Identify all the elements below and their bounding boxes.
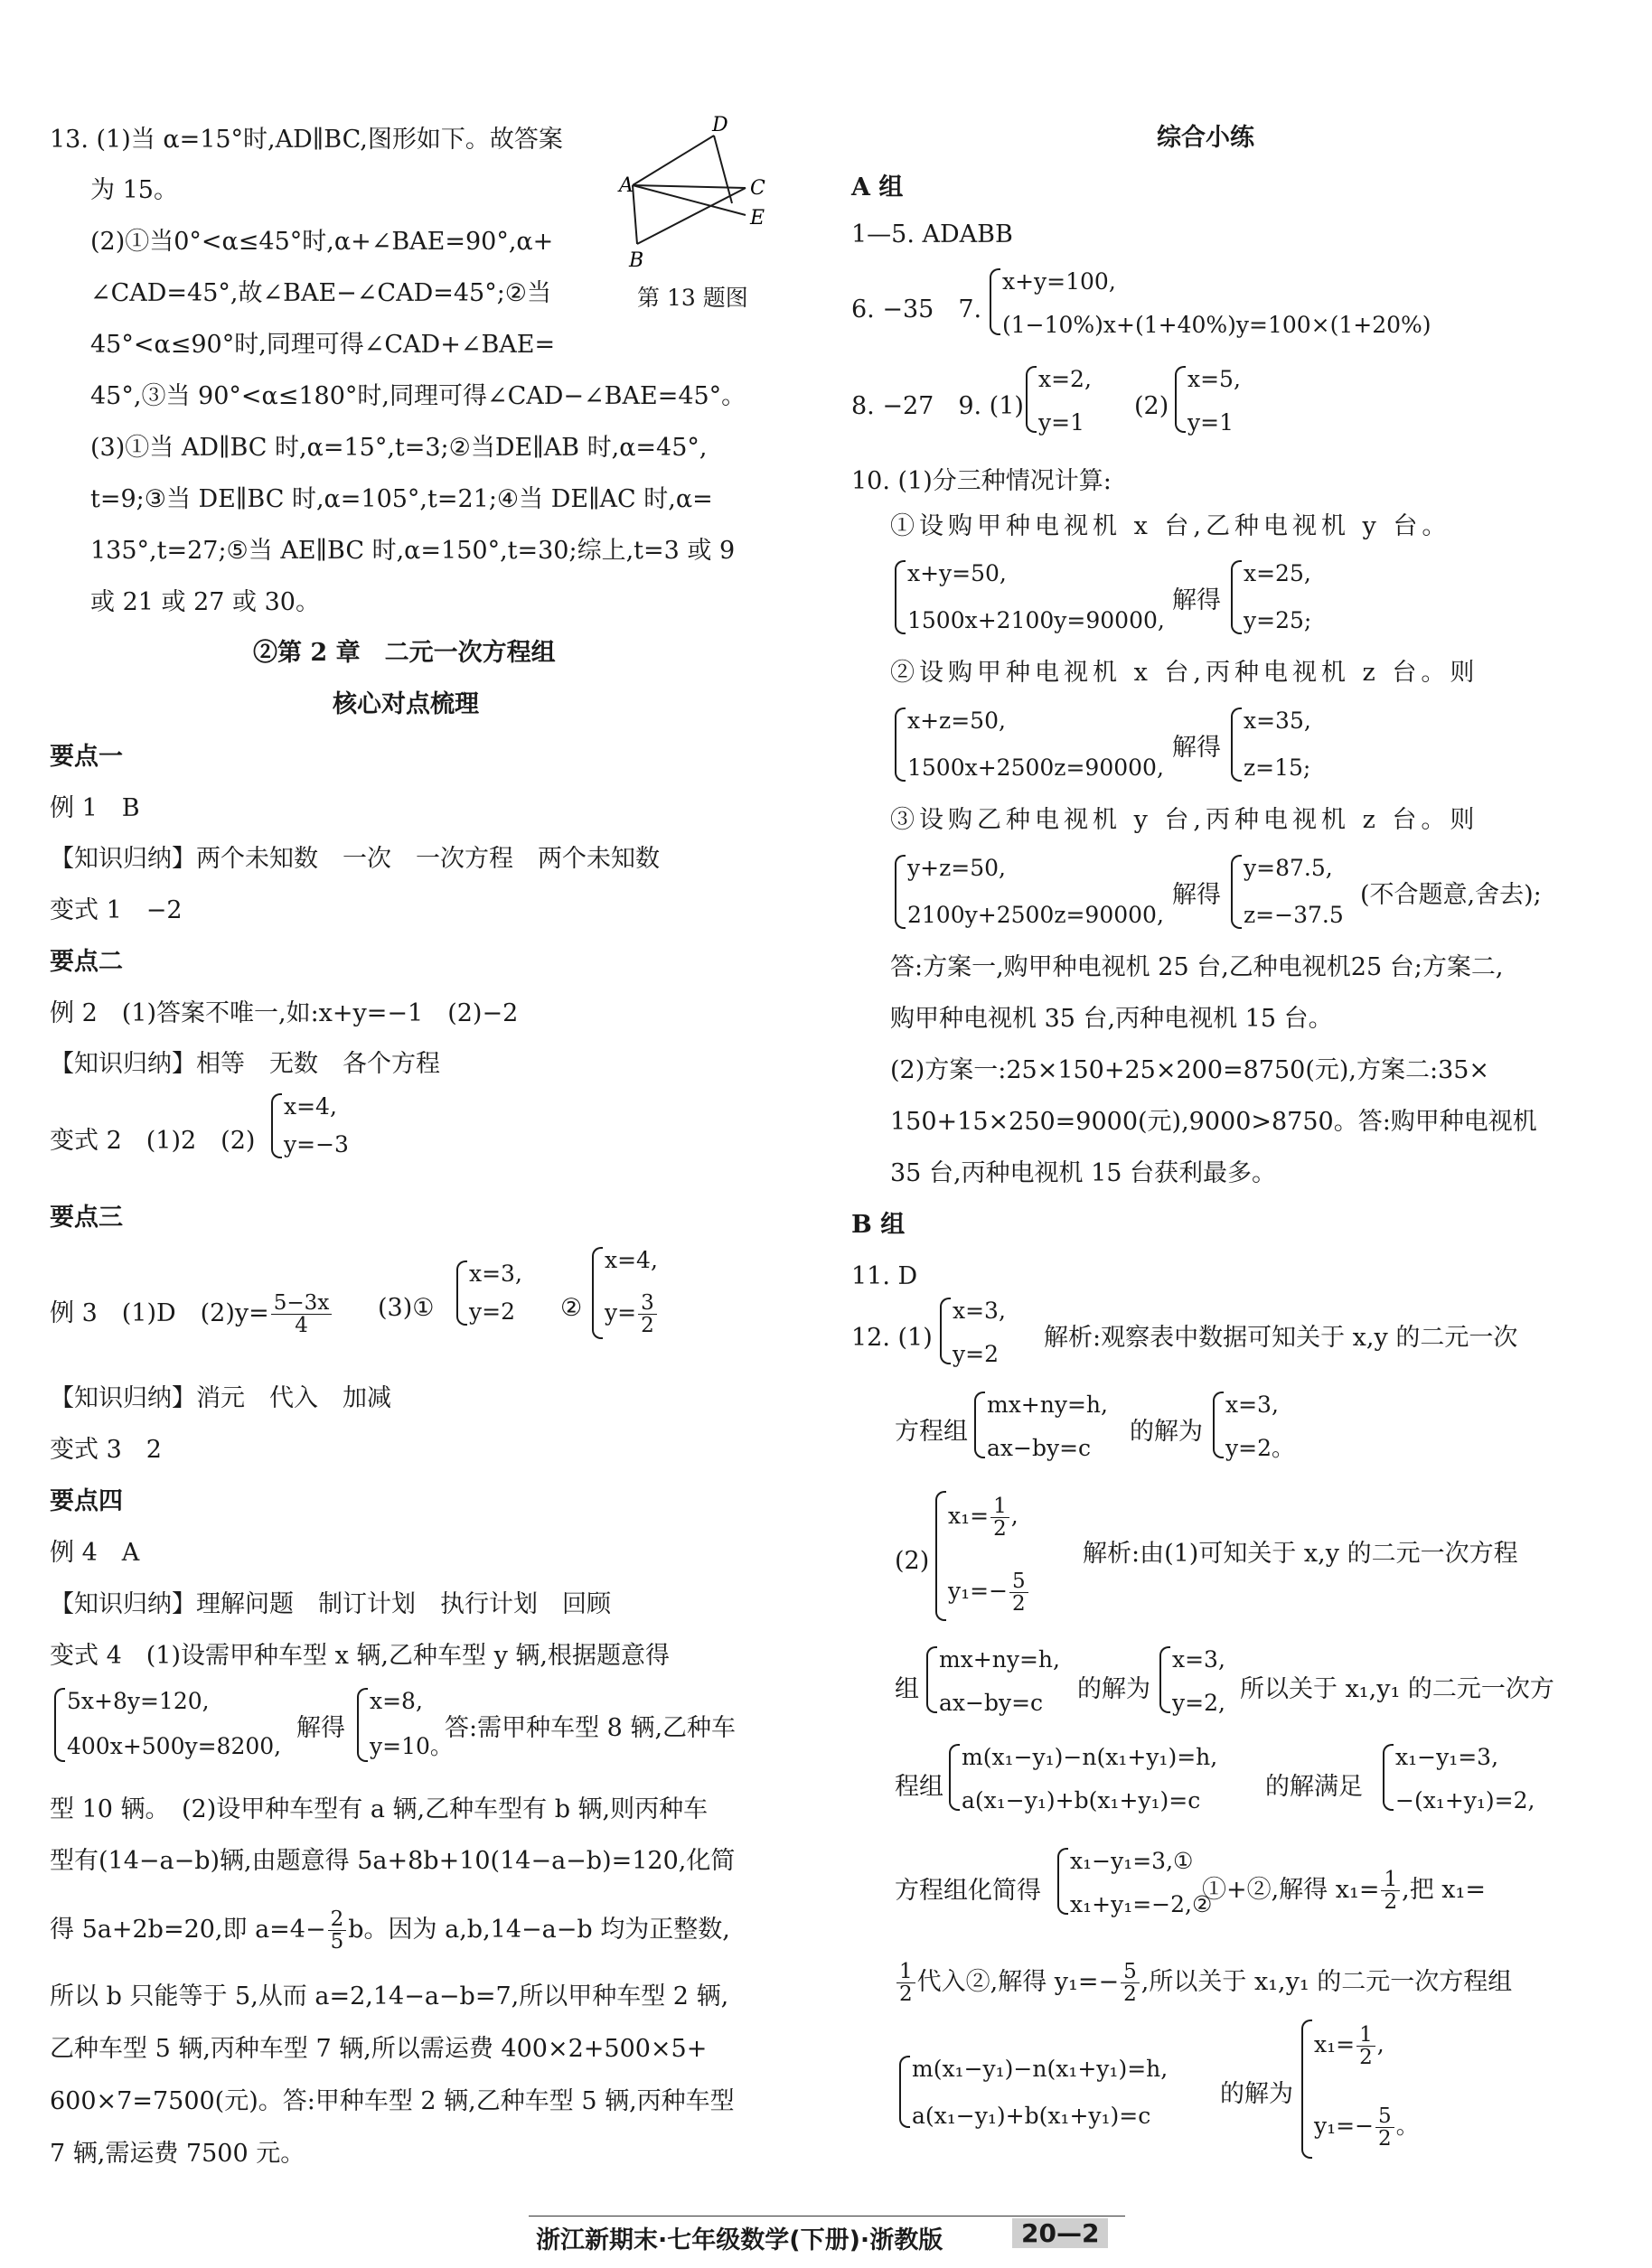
q12-line-2-lead: 方程组 — [895, 1418, 968, 1446]
variant-4-denominator: 5 — [330, 1930, 344, 1954]
q12-p2-sol-1 — [948, 1495, 1018, 1540]
q6-7-prefix: 6. −35 7. — [851, 295, 982, 323]
q12-l9-sol-1-tail: , — [1376, 2031, 1384, 2057]
q12-part-2-analysis: 解析:由(1)可知关于 x,y 的二元一次方程 — [1083, 1540, 1518, 1568]
q10-part-2-line-2: 150+15×250=9000(元),9000>8750。答:购甲种电视机 — [890, 1108, 1537, 1136]
variant-4-line-3: 型 10 辆。 (2)设甲种车型有 a 辆,乙种车型有 b 辆,则丙种车 — [50, 1795, 709, 1823]
q13-line-9: 135°,t=27;⑤当 AE∥BC 时,α=150°,t=30;综上,t=3 或 9 — [90, 537, 736, 565]
example-3-b-denominator: 2 — [641, 1314, 654, 1337]
q9-b-eq-2: y=1 — [1187, 409, 1234, 436]
q10-c2-eq-2: 1500x+2500z=90000, — [907, 754, 1164, 781]
q10-answer-2: 购甲种电视机 35 台,丙种电视机 15 台。 — [890, 1005, 1333, 1033]
footer-title: 浙江新期末·七年级数学(下册)·浙教版 — [536, 2226, 943, 2254]
q10-c3-note: (不合题意,舍去); — [1360, 881, 1542, 909]
q12-l2-eq-1: mx+ny=h, — [987, 1392, 1108, 1418]
variant-2-eq-1: x=4, — [284, 1093, 337, 1120]
variant-2-prefix: 变式 2 (1)2 (2) — [50, 1127, 256, 1155]
q12-line-6-lead: 程组 — [895, 1773, 943, 1801]
example-3-b-eq-2-lead: y= — [605, 1299, 637, 1326]
q12-l9-sol-1-lead: x₁= — [1314, 2031, 1356, 2057]
example-1: 例 1 B — [50, 794, 140, 822]
q12-p2-sol-1-den: 2 — [993, 1517, 1007, 1541]
variant-4-line-9: 7 辆,需运费 7500 元。 — [50, 2140, 305, 2168]
variant-2-eq-2: y=−3 — [284, 1131, 349, 1157]
q12-l7-num: 1 — [1381, 1869, 1400, 1891]
q12-l9-sol-1 — [1314, 2024, 1384, 2068]
example-3-b-fraction — [638, 1292, 657, 1336]
variant-4-line-5 — [50, 1908, 730, 1953]
q12-line-7-lead: 方程组化简得 — [895, 1877, 1041, 1905]
q12-p2-sol-1-num: 1 — [990, 1495, 1009, 1518]
q11: 11. D — [851, 1262, 918, 1290]
variant-3: 变式 3 2 — [50, 1436, 162, 1464]
q12-l8-num-2: 5 — [1121, 1961, 1140, 1983]
example-2: 例 2 (1)答案不唯一,如:x+y=−1 (2)−2 — [50, 999, 519, 1027]
fig-label-c: C — [750, 177, 765, 200]
example-3-b-eq-1: x=4, — [605, 1247, 658, 1273]
fig-label-b: B — [629, 249, 644, 272]
example-3-prefix — [50, 1292, 333, 1336]
q13-line-6: 45°,③当 90°<α≤180°时,同理可得∠CAD−∠BAE=45°。 — [90, 382, 746, 410]
variant-4-line-8: 600×7=7500(元)。答:甲种车型 2 辆,乙种车型 5 辆,丙种车型 — [50, 2087, 735, 2115]
q10-c1-eq-1: x+y=50, — [907, 560, 1007, 586]
q13-line-2: 为 15。 — [90, 176, 178, 204]
figure-caption: 第 13 题图 — [637, 285, 748, 311]
variant-4-line-6: 所以 b 只能等于 5,从而 a=2,14−a−b=7,所以甲种车型 2 辆, — [50, 1982, 729, 2010]
q12-a-eq-1: x=3, — [953, 1298, 1006, 1324]
q12-p2-sol-2-fraction — [1009, 1570, 1028, 1615]
q12-l9-sol-2-tail: 。 — [1395, 2113, 1419, 2139]
q7-eq-2: (1−10%)x+(1+40%)y=100×(1+20%) — [1002, 312, 1431, 338]
example-3-denominator: 4 — [295, 1314, 308, 1337]
q12-l9-sol-2-num: 5 — [1375, 2105, 1394, 2128]
review-title: 综合小练 — [1157, 124, 1254, 152]
q12-l9-sol-2 — [1314, 2105, 1419, 2150]
q12-l2-sol-2: y=2。 — [1225, 1435, 1294, 1461]
example-4: 例 4 A — [50, 1539, 140, 1567]
knowledge-4: 【知识归纳】理解问题 制订计划 执行计划 回顾 — [50, 1590, 611, 1618]
q10-c1-sol-2: y=25; — [1244, 607, 1312, 633]
q12-l8-num-1: 1 — [896, 1961, 915, 1983]
q12-l7-den: 2 — [1384, 1890, 1398, 1914]
knowledge-1: 【知识归纳】两个未知数 一次 一次方程 两个未知数 — [50, 845, 660, 873]
q10-c1-solve-label: 解得 — [1172, 586, 1221, 614]
q13-line-7: (3)①当 AD∥BC 时,α=15°,t=3;②当DE∥AB 时,α=45°, — [90, 434, 708, 462]
q12-l9-sol-2-lead: y₁=− — [1314, 2113, 1375, 2139]
example-3-fraction — [271, 1292, 333, 1336]
q9-a-eq-2: y=1 — [1038, 409, 1084, 436]
q12-l7-fraction — [1381, 1869, 1400, 1913]
q12-line-5-lead: 组 — [895, 1675, 919, 1703]
q7-eq-1: x+y=100, — [1002, 268, 1116, 295]
fig-label-e: E — [750, 207, 765, 230]
q12-line-2-mid: 的解为 — [1130, 1418, 1203, 1446]
example-3-lead: 例 3 (1)D (2)y= — [50, 1299, 269, 1327]
point-3-heading: 要点三 — [50, 1204, 123, 1232]
fig-label-a: A — [619, 174, 634, 197]
chapter-title: ②第 2 章 二元一次方程组 — [253, 639, 556, 667]
q12-prefix: 12. (1) — [851, 1324, 933, 1352]
q12-p2-sol-1-fraction — [990, 1495, 1009, 1540]
q12-l6-eq-1: m(x₁−y₁)−n(x₁+y₁)=h, — [962, 1744, 1218, 1770]
q12-l8-mid: 代入②,解得 y₁=− — [916, 1968, 1120, 1996]
q13-figure — [619, 114, 786, 307]
q10-case-2: ②设购甲种电视机 x 台,丙种电视机 z 台。则 — [890, 659, 1479, 687]
example-3-mid-2: ② — [560, 1294, 583, 1322]
q10-part-2-line-3: 35 台,丙种电视机 15 台获利最多。 — [890, 1159, 1277, 1187]
section-title: 核心对点梳理 — [333, 690, 479, 718]
q12-part-2-lead: (2) — [895, 1547, 930, 1575]
q12-p2-sol-2 — [948, 1570, 1030, 1615]
footer-page-number: 20—2 — [1012, 2218, 1108, 2248]
point-1-heading: 要点一 — [50, 743, 123, 771]
example-3-a-eq-1: x=3, — [469, 1261, 522, 1287]
q12-l2-eq-2: ax−by=c — [987, 1435, 1092, 1461]
q12-l6-sol-1: x₁−y₁=3, — [1395, 1744, 1499, 1770]
q12-p2-sol-2-num: 5 — [1009, 1570, 1028, 1593]
example-3-a-eq-2: y=2 — [469, 1298, 515, 1325]
q12-analysis-1: 解析:观察表中数据可知关于 x,y 的二元一次 — [1044, 1324, 1518, 1352]
q13-line-5: 45°<α≤90°时,同理可得∠CAD+∠BAE= — [90, 331, 556, 359]
q10-line-1: 10. (1)分三种情况计算: — [851, 467, 1112, 495]
q10-c1-sol-1: x=25, — [1244, 560, 1311, 586]
fig-line-de — [714, 136, 732, 203]
q9-b-eq-1: x=5, — [1187, 366, 1241, 392]
q10-c3-sol-1: y=87.5, — [1244, 855, 1333, 881]
q12-l8-fraction-2 — [1121, 1961, 1140, 2005]
q12-l7-tail-end: ,把 x₁= — [1402, 1876, 1486, 1904]
q12-l7-eq-1: x₁−y₁=3,① — [1070, 1848, 1194, 1874]
q12-l9-sol-1-fraction — [1356, 2024, 1375, 2068]
q12-p2-sol-1-tail: , — [1010, 1503, 1018, 1529]
q13-line-3: (2)①当0°<α≤45°时,α+∠BAE=90°,α+ — [90, 228, 554, 256]
q12-p2-sol-2-den: 2 — [1012, 1592, 1026, 1616]
q13-line-1: 13. (1)当 α=15°时,AD∥BC,图形如下。故答案 — [50, 126, 563, 154]
q8-9-prefix: 8. −27 9. (1) — [851, 392, 1024, 420]
q12-l8-fraction-1 — [896, 1961, 915, 2005]
q12-line-5-mid: 的解为 — [1077, 1675, 1150, 1703]
variant-4-eq-1: 5x+8y=120, — [67, 1688, 210, 1714]
variant-1: 变式 1 −2 — [50, 896, 183, 924]
q10-c2-sol-2: z=15; — [1244, 754, 1311, 781]
q12-l5-eq-2: ax−by=c — [939, 1690, 1044, 1716]
variant-4-line-5-lead: 得 5a+2b=20,即 a=4− — [50, 1916, 326, 1944]
variant-4-line-5-tail: b。因为 a,b,14−a−b 均为正整数, — [348, 1916, 730, 1944]
q12-l8-den-1: 2 — [899, 1982, 913, 2006]
q12-l6-sol-2: −(x₁+y₁)=2, — [1395, 1787, 1535, 1813]
q10-c1-eq-2: 1500x+2100y=90000, — [907, 607, 1165, 633]
variant-4-solve-label: 解得 — [296, 1714, 345, 1742]
group-b-heading: B 组 — [851, 1211, 906, 1239]
q10-answer-1: 答:方案一,购甲种电视机 25 台,乙种电视机25 台;方案二, — [890, 953, 1504, 981]
variant-4-fraction — [328, 1908, 347, 1953]
group-a-heading: A 组 — [851, 173, 904, 201]
q12-l9-sol-1-den: 2 — [1359, 2046, 1373, 2069]
point-2-heading: 要点二 — [50, 948, 123, 976]
q12-l9-sol-2-fraction — [1375, 2105, 1394, 2150]
variant-4-eq-2: 400x+500y=8200, — [67, 1733, 282, 1759]
q13-line-10: 或 21 或 27 或 30。 — [90, 588, 320, 616]
example-3-numerator: 5−3x — [271, 1292, 333, 1315]
variant-4-numerator: 2 — [328, 1908, 347, 1931]
q12-a-eq-2: y=2 — [953, 1341, 999, 1367]
example-3-b-numerator: 3 — [638, 1292, 657, 1315]
q9-a-eq-1: x=2, — [1038, 366, 1092, 392]
page-footer — [529, 2216, 1125, 2253]
q12-line-9-mid: 的解为 — [1220, 2080, 1293, 2108]
fig-line-ad — [633, 136, 714, 185]
q10-c3-eq-1: y+z=50, — [907, 855, 1006, 881]
variant-4-line-1: 变式 4 (1)设需甲种车型 x 辆,乙种车型 y 辆,根据题意得 — [50, 1642, 670, 1670]
q12-l9-eq-1: m(x₁−y₁)−n(x₁+y₁)=h, — [912, 2056, 1169, 2082]
example-3-b-eq-2 — [605, 1292, 659, 1336]
q12-l7-eq-2: x₁+y₁=−2,② — [1070, 1891, 1213, 1917]
point-4-heading: 要点四 — [50, 1487, 123, 1515]
q10-case-1: ①设购甲种电视机 x 台,乙种电视机 y 台。 — [890, 512, 1451, 540]
q12-line-8 — [895, 1961, 1512, 2005]
q12-line-7-tail — [1202, 1869, 1486, 1913]
q12-l5-sol-2: y=2, — [1172, 1690, 1225, 1716]
variant-4-line-7: 乙种车型 5 辆,丙种车型 7 辆,所以需运费 400×2+500×5+ — [50, 2035, 708, 2063]
q12-line-5-tail: 所以关于 x₁,y₁ 的二元一次方 — [1240, 1675, 1554, 1703]
variant-4-sol-2: y=10。 — [370, 1733, 453, 1759]
knowledge-2: 【知识归纳】相等 无数 各个方程 — [50, 1050, 440, 1078]
fig-label-d: D — [712, 114, 728, 136]
q13-line-8: t=9;③当 DE∥BC 时,α=105°,t=21;④当 DE∥AC 时,α= — [90, 485, 713, 513]
q12-p2-sol-1-lead: x₁= — [948, 1503, 990, 1529]
q13-line-4: ∠CAD=45°,故∠BAE−∠CAD=45°;②当 — [90, 279, 551, 307]
q10-part-2-line-1: (2)方案一:25×150+25×200=8750(元),方案二:35× — [890, 1056, 1490, 1084]
q10-case-3: ③设购乙种电视机 y 台,丙种电视机 z 台。则 — [890, 806, 1479, 834]
q12-p2-sol-2-lead: y₁=− — [948, 1578, 1009, 1604]
q10-c2-solve-label: 解得 — [1172, 734, 1221, 762]
q10-c2-sol-1: x=35, — [1244, 708, 1311, 734]
q10-c2-eq-1: x+z=50, — [907, 708, 1006, 734]
q12-l8-tail: ,所以关于 x₁,y₁ 的二元一次方程组 — [1140, 1968, 1513, 1996]
q12-l6-eq-2: a(x₁−y₁)+b(x₁+y₁)=c — [962, 1787, 1201, 1813]
variant-4-sol-1: x=8, — [370, 1688, 423, 1714]
q12-l5-sol-1: x=3, — [1172, 1646, 1225, 1673]
q12-l9-eq-2: a(x₁−y₁)+b(x₁+y₁)=c — [912, 2103, 1151, 2129]
q10-c3-sol-2: z=−37.5 — [1244, 902, 1344, 928]
q10-c3-solve-label: 解得 — [1172, 881, 1221, 909]
q12-l9-sol-1-num: 1 — [1356, 2024, 1375, 2047]
q12-l2-sol-1: x=3, — [1225, 1392, 1279, 1418]
variant-4-answer: 答:需甲种车型 8 辆,乙种车 — [445, 1714, 737, 1742]
q12-l9-sol-2-den: 2 — [1378, 2127, 1392, 2151]
q10-c3-eq-2: 2100y+2500z=90000, — [907, 902, 1164, 928]
q12-l7-tail-lead: ①+②,解得 x₁= — [1202, 1876, 1380, 1904]
q12-l5-eq-1: mx+ny=h, — [939, 1646, 1060, 1673]
variant-4-line-4: 型有(14−a−b)辆,由题意得 5a+8b+10(14−a−b)=120,化简 — [50, 1847, 736, 1875]
q9-mid: (2) — [1134, 392, 1169, 420]
q1-5: 1—5. ADABB — [851, 220, 1013, 248]
example-3-mid: (3)① — [378, 1294, 435, 1322]
knowledge-3: 【知识归纳】消元 代入 加减 — [50, 1384, 391, 1412]
q12-line-6-mid: 的解满足 — [1265, 1773, 1363, 1801]
q12-l8-den-2: 2 — [1123, 1982, 1137, 2006]
